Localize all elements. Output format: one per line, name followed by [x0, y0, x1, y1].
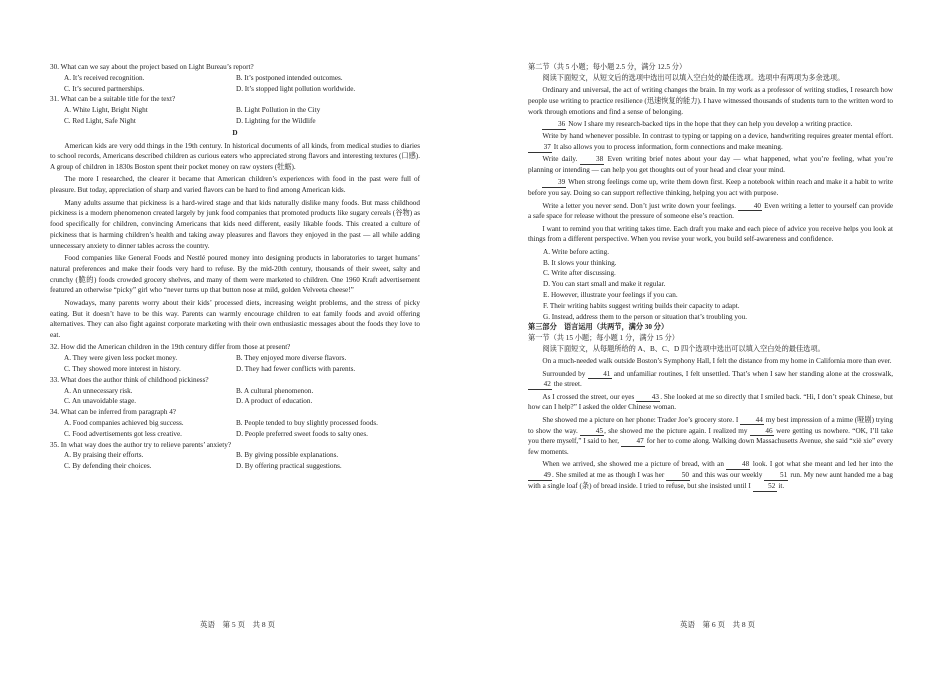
blank-48[interactable]: 48 [726, 460, 750, 470]
option-c: C. By defending their choices. [64, 462, 152, 471]
question-32 [50, 342, 420, 374]
part-3-title: 第三部分 语言运用（共两节，满分 30 分） [528, 323, 669, 332]
section-2-instructions: 阅读下面短文，从短文后的选项中选出可以填入空白处的最佳选项。选项中有两项为多余选项。 [542, 73, 845, 82]
blank-43[interactable]: 43 [636, 393, 660, 403]
blank-36[interactable]: 36 [542, 120, 566, 130]
option-b: B. A cultural phenomenon. [236, 386, 314, 395]
blank-51[interactable]: 51 [764, 471, 788, 481]
blank-38[interactable]: 38 [580, 155, 604, 165]
passage-paragraph: Ordinary and universal, the act of writing changes the brain. In my work as a professor of writing studies, I research how people use writing to practice resilience (迅速恢复的能力). I have witnessed thousands of students turn to the written word to work through emotions and find a sense of belonging. [528, 86, 893, 116]
passage-paragraph: Write a letter you never send. Don’t just write down your feelings. 40 Even writing a letter to yourself can provide a safe space for release without the pressure of someone else’s reaction. [528, 201, 894, 221]
option-f: F. Their writing habits suggest writing builds their capacity to adapt. [543, 301, 740, 310]
left-column [50, 62, 420, 472]
cloze-paragraph: When we arrived, she showed me a picture of bread, with an 48 look. I got what she meant and led her into the 49. She smiled at me as though I was her 50 and this was our weekly 51 run. My new aunt handed me a bag with a single loaf (条) of bread inside. I tried to refuse, but she insisted until I 52 it. [528, 460, 894, 490]
passage-paragraph: Write by hand whenever possible. In contrast to typing or tapping on a device, handwriting requires greater mental effort. 37 It also allows you to process information, form connections and make meaning. [528, 131, 893, 153]
cloze-paragraph: She showed me a picture on her phone: Trader Joe’s grocery store. I 44 my best impression of a mime (哑剧) trying to show the way. 45, she showed me the picture again. I realized my 46 were getting us nowhere. “OK, I’ll take you there myself,” I said to her, 47 for her to come along. Walking down Massachusetts Avenue, she said “xiè xie” every few moments. [528, 415, 894, 457]
blank-46[interactable]: 46 [750, 427, 774, 437]
blank-41[interactable]: 41 [588, 370, 612, 380]
passage-paragraph: American kids are very odd things in the 19th century. In historical documents of all kinds, from medical studies to diaries to school records, Americans described children as curious eaters who appreciated strong flavors and interesting textures (口感). A group of children in 1830s Boston spent their pocket money on raw oysters (牡蛎). [50, 141, 420, 172]
blank-45[interactable]: 45 [580, 427, 604, 437]
question-stem: 31. What can be a suitable title for the text? [50, 95, 176, 104]
passage-paragraph: Write daily. 38 Even writing brief notes about your day — what happened, what you’re feeling, what you’re planning or intending — can help you get thoughts out of your head and clear your mind. [528, 155, 894, 175]
question-35 [50, 440, 420, 472]
option-a: A. Food companies achieved big success. [64, 419, 184, 427]
question-30 [50, 62, 420, 94]
option-g: G. Instead, address them to the person or situation that’s troubling you. [543, 312, 748, 321]
question-stem: 35. In what way does the author try to relieve parents’ anxiety? [50, 440, 232, 449]
passage-paragraph: Many adults assume that pickiness is a hard-wired stage and that kids naturally dislike many foods. But mass childhood pickiness is a modern phenomenon created largely by junk food companies that promoted products like sugary cereals (谷物) as food specifically for children, convincing Americans that kids need different, easily likable foods. This created a culture of pickiness that is harming children’s health and taking away pleasures and flavors they enjoyed in the past — all while adding unnecessary anxiety to dinner tables across the country. [50, 198, 420, 250]
question-34 [50, 407, 420, 439]
page-footer-left: 英语 第 5 页 共 8 页 [200, 620, 275, 629]
option-a: A. It’s received recognition. [64, 73, 145, 82]
option-d: D. By offering practical suggestions. [236, 462, 342, 471]
question-33 [50, 375, 420, 407]
blank-50[interactable]: 50 [666, 471, 690, 481]
cloze-paragraph: As I crossed the street, our eyes 43. She looked at me so directly that I smiled back. “Hi, I don’t speak Chinese, but how can I help?” I asked the older Chinese woman. [528, 392, 894, 412]
option-d: D. They had fewer conflicts with parents. [236, 365, 356, 374]
option-d: D. A product of education. [236, 397, 313, 406]
question-stem: 30. What can we say about the project based on Light Bureau’s report? [50, 63, 254, 71]
option-a: A. They were given less pocket money. [64, 354, 178, 363]
question-31 [50, 94, 420, 126]
blank-52[interactable]: 52 [753, 482, 777, 492]
option-d: D. You can start small and make it regular. [543, 280, 666, 289]
section-1-title: 第一节（共 15 小题；每小题 1 分，满分 15 分） [528, 334, 679, 343]
blank-39[interactable]: 39 [542, 178, 566, 188]
option-b: B. It’s postponed intended outcomes. [236, 73, 343, 82]
section-2-title: 第二节（共 5 小题；每小题 2.5 分，满分 12.5 分） [528, 63, 687, 71]
option-c: C. It’s secured partnerships. [64, 84, 145, 93]
question-stem: 32. How did the American children in the 19th century differ from those at present? [50, 343, 291, 352]
passage-paragraph: Food companies like General Foods and Nestlé poured money into designing products in laboratories to target humans’ natural preferences and make their foods very hard to refuse. By the mid-20th century, thousands of their sweet, salty and crunchy (脆的) foods crowded grocery shelves, and many of them were marketed to children. One 1960 Kraft advertisement featured an otherwise “picky” girl who “never turns up that button nose at mild, golden Velveeta cheese!” [50, 254, 420, 295]
question-stem: 34. What can be inferred from paragraph 4? [50, 408, 176, 417]
option-b: B. People tended to buy slightly processed foods. [236, 419, 378, 427]
question-stem: 33. What does the author think of childhood pickiness? [50, 375, 209, 384]
cloze-paragraph: On a much-needed walk outside Boston’s Symphony Hall, I felt the distance from my home in California more than ever. [542, 357, 892, 366]
blank-37[interactable]: 37 [528, 143, 552, 153]
option-b: B. They enjoyed more diverse flavors. [236, 354, 347, 363]
option-b: B. Light Pollution in the City [236, 106, 321, 115]
passage-paragraph: The more I researched, the clearer it became that American children’s experiences with food in the past were full of pleasure. But today, appreciation of sharp and varied flavors can be hard to find among American kids. [50, 175, 420, 195]
passage-paragraph: 39 When strong feelings come up, write them down first. Keep a notebook within reach and make it a habit to write before you say. Doing so can support reflective thinking, helping you act with purpose. [528, 178, 893, 198]
option-c: C. Red Light, Safe Night [64, 116, 136, 125]
option-a: A. Write before acting. [543, 247, 610, 256]
option-b: B. It slows your thinking. [543, 258, 617, 267]
option-a: A. By praising their efforts. [64, 451, 144, 460]
option-c: C. Food advertisements got less creative. [64, 429, 182, 438]
right-column [528, 62, 893, 493]
cloze-paragraph: Surrounded by 41 and unfamiliar routines, I felt unsettled. That’s when I saw her standing alone at the crosswalk, 42 the street. [528, 369, 893, 391]
option-c: C. An unavoidable stage. [64, 397, 137, 406]
option-d: D. Lighting for the Wildlife [236, 116, 316, 125]
blank-42[interactable]: 42 [528, 380, 552, 390]
page-footer-right: 英语 第 6 页 共 8 页 [680, 620, 755, 629]
option-e: E. However, illustrate your feelings if you can. [543, 290, 678, 299]
answer-options [528, 247, 893, 323]
blank-44[interactable]: 44 [740, 416, 764, 426]
passage-paragraph: Nowadays, many parents worry about their kids’ processed diets, increasing weight problems, and the stress of picky eating. But it doesn’t have to be this way. Parents can warmly encourage children to eat family foods and avoid offering alternatives. They can also fight against corporate marketing with their own enthusiastic messages about the foods they love to eat. [50, 298, 420, 340]
passage-paragraph: I want to remind you that writing takes time. Each draft you make and each piece of advice you receive helps you look at things from a different perspective. When you revise your work, you build self-awareness and confidence. [528, 224, 893, 244]
passage-label: D [232, 128, 238, 137]
blank-49[interactable]: 49 [528, 471, 552, 481]
option-c: C. Write after discussing. [543, 269, 616, 278]
blank-47[interactable]: 47 [621, 437, 645, 447]
passage-paragraph: 36 Now I share my research-backed tips in the hope that they can help you develop a writing practice. [528, 119, 893, 130]
section-1-instructions: 阅读下面短文，从每题所给的 A、B、C、D 四个选项中选出可以填入空白处的最佳选项。 [542, 344, 825, 353]
option-a: A. White Light, Bright Night [64, 106, 148, 115]
blank-40[interactable]: 40 [738, 202, 762, 212]
option-b: B. By giving possible explanations. [236, 451, 339, 460]
option-d: D. It’s stopped light pollution worldwide. [236, 84, 356, 93]
option-c: C. They showed more interest in history. [64, 365, 181, 374]
option-d: D. People preferred sweet foods to salty ones. [236, 429, 368, 438]
option-a: A. An unnecessary risk. [64, 386, 133, 395]
